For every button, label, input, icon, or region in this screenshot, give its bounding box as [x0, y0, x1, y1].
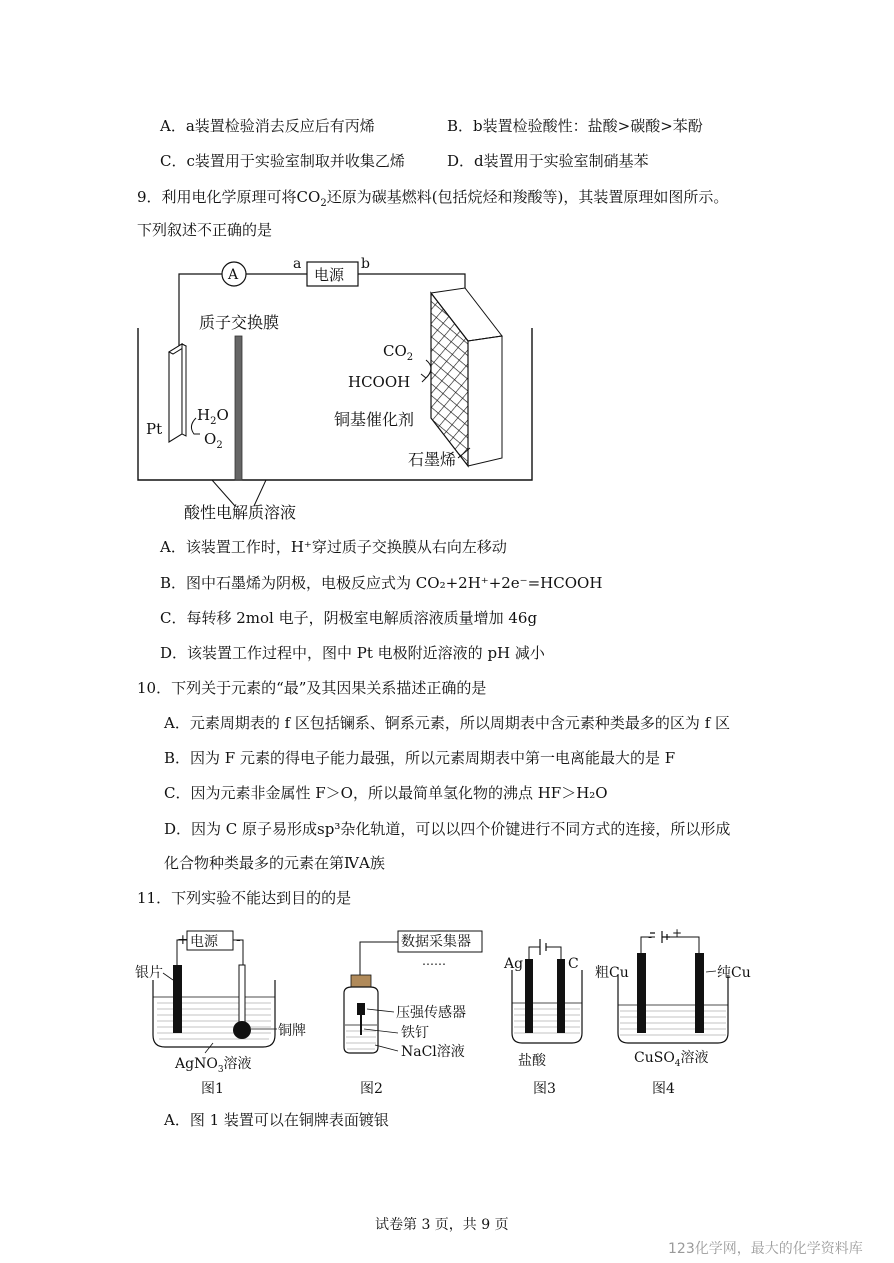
terminal-a: a — [293, 256, 302, 272]
page-footer: 试卷第 3 页，共 9 页 — [375, 1217, 509, 1233]
fig1-minus: - — [236, 932, 241, 948]
silver-plate — [173, 965, 182, 1033]
q10-option-d-line2: 化合物种类最多的元素在第ⅣA族 — [164, 854, 385, 872]
q9-option-b: B．图中石墨烯为阴极，电极反应式为 CO₂+2H⁺+2e⁻=HCOOH — [160, 574, 603, 592]
fig2-nail: 铁钉 — [401, 1025, 429, 1041]
fig3-ag: Ag — [504, 956, 524, 972]
q10-stem: 10．下列关于元素的“最”及其因果关系描述正确的是 — [137, 679, 487, 697]
fig4-minus: - — [648, 930, 653, 944]
fig4-solution: CuSO$_4$溶液 — [634, 1050, 709, 1069]
battery-icon — [540, 939, 546, 955]
pressure-sensor — [357, 1003, 365, 1015]
figure-4-refining — [592, 925, 762, 1100]
fig3-c: C — [568, 956, 579, 972]
q9-option-d: D．该装置工作过程中，图中 Pt 电极附近溶液的 pH 减小 — [160, 644, 545, 662]
crude-copper-electrode — [637, 953, 646, 1033]
q9-stem-line2: 下列叙述不正确的是 — [137, 221, 273, 239]
fig4-caption: 图4 — [652, 1081, 675, 1097]
copper-medal — [233, 1021, 251, 1039]
graphene-label: 石墨烯 — [408, 450, 457, 469]
fig1-copper: 铜牌 — [278, 1023, 306, 1039]
pt-label: Pt — [146, 420, 163, 438]
q9-option-c: C．每转移 2mol 电子，阴极室电解质溶液质量增加 46g — [160, 609, 538, 627]
co2-label: $CO_2$ — [383, 342, 414, 363]
q11-option-a: A．图 1 装置可以在铜牌表面镀银 — [164, 1111, 389, 1129]
q8-option-b: B．b装置检验酸性：盐酸>碳酸>苯酚 — [447, 117, 703, 135]
q10-option-a: A．元素周期表的 f 区包括镧系、锕系元素，所以周期表中含元素种类最多的区为 f 区 — [164, 714, 731, 732]
fig4-pure: 纯Cu — [717, 965, 751, 981]
fig1-power: 电源 — [190, 934, 218, 950]
q8-option-c: C．c装置用于实验室制取并收集乙烯 — [160, 152, 405, 170]
pt-electrode — [169, 344, 182, 442]
o2-label: $O_2$ — [204, 430, 223, 451]
electrolysis-diagram — [130, 248, 550, 528]
h2o-label: $H_2O$ — [197, 406, 229, 427]
fig2-solution: NaCl溶液 — [401, 1044, 465, 1060]
watermark: 123化学网，最大的化学资料库 — [668, 1241, 863, 1257]
fig1-silver: 银片 — [135, 965, 163, 981]
fig1-plus: + — [177, 932, 189, 948]
fig4-crude: 粗Cu — [595, 965, 629, 981]
fig1-caption: 图1 — [201, 1081, 224, 1097]
fig2-collector: 数据采集器 — [401, 934, 471, 950]
fig4-plus: + — [672, 926, 683, 940]
fig3-caption: 图3 — [533, 1081, 556, 1097]
figure-3-cell — [498, 925, 598, 1100]
carbon-electrode — [557, 959, 565, 1033]
fig2-dots: …… — [422, 954, 446, 968]
proton-exchange-membrane — [235, 336, 242, 480]
q8-option-d: D．d装置用于实验室制硝基苯 — [447, 152, 649, 170]
membrane-label: 质子交换膜 — [199, 313, 280, 332]
terminal-b: b — [361, 256, 370, 272]
fig2-sensor: 压强传感器 — [396, 1005, 466, 1021]
q9-stem: 9．利用电化学原理可将$CO_2$还原为碳基燃料(包括烷烃和羧酸等)，其装置原理如图所示。 — [137, 188, 729, 209]
fig1-solution: AgNO$_3$溶液 — [175, 1056, 252, 1075]
silver-electrode — [525, 959, 533, 1033]
pure-copper-electrode — [695, 953, 704, 1033]
q9-option-a: A．该装置工作时，H⁺穿过质子交换膜从右向左移动 — [160, 538, 507, 556]
q11-stem: 11．下列实验不能达到目的的是 — [137, 889, 352, 907]
fig2-caption: 图2 — [360, 1081, 383, 1097]
q10-option-b: B．因为 F 元素的得电子能力最强，所以元素周期表中第一电离能最大的是 F — [164, 749, 676, 767]
ammeter-label: A — [228, 267, 239, 283]
fig3-solution: 盐酸 — [518, 1053, 546, 1069]
power-supply-label: 电源 — [314, 266, 345, 284]
figure-2-corrosion — [330, 925, 490, 1100]
q10-option-d: D．因为 C 原子易形成sp³杂化轨道，可以以四个价键进行不同方式的连接，所以形成 — [164, 820, 731, 838]
electrolyte-label: 酸性电解质溶液 — [184, 503, 297, 522]
q8-option-a: A．a装置检验消去反应后有丙烯 — [160, 117, 375, 135]
catalyst-label: 铜基催化剂 — [334, 410, 415, 429]
figure-1-electroplating — [135, 925, 315, 1100]
q10-option-c: C．因为元素非金属性 F＞O，所以最简单氢化物的沸点 HF＞H₂O — [164, 784, 608, 802]
hcooh-label: HCOOH — [348, 373, 411, 391]
